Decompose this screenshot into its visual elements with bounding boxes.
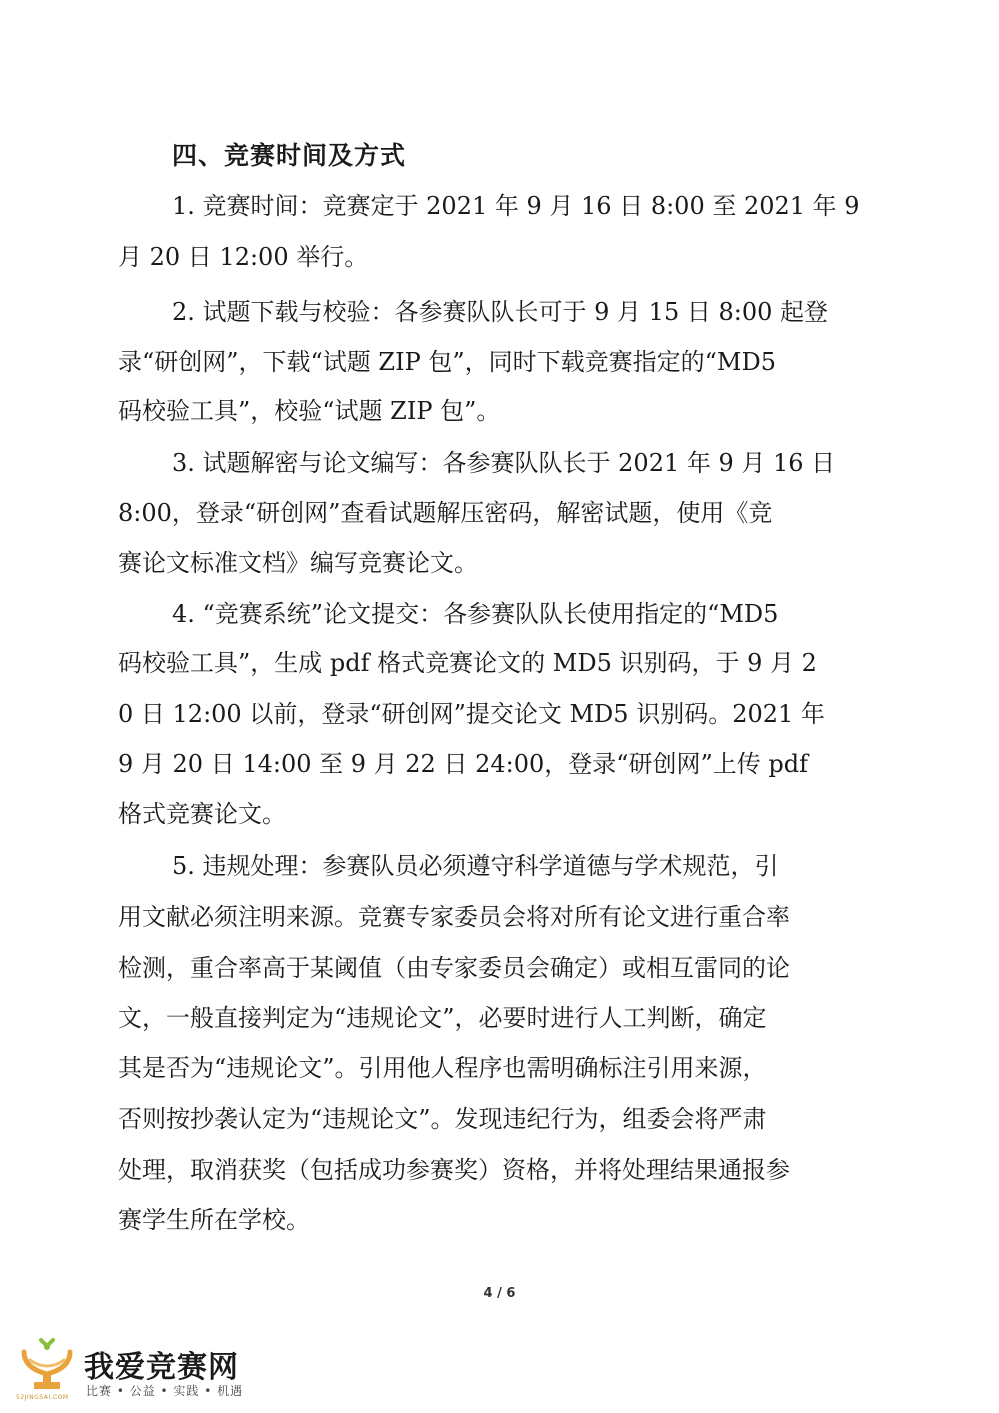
watermark-slogan: 比赛 • 公益 • 实践 • 机遇 (86, 1384, 244, 1398)
paragraph-line: 文，一般直接判定为“违规论文”，必要时进行人工判断，确定 (118, 1004, 767, 1032)
watermark-logo (16, 1338, 276, 1404)
paragraph-line: 1. 竞赛时间：竞赛定于 2021 年 9 月 16 日 8:00 至 2021 年 9 (172, 192, 860, 220)
paragraph-line: 2. 试题下载与校验：各参赛队队长可于 9 月 15 日 8:00 起登 (172, 298, 829, 326)
paragraph-line: 5. 违规处理：参赛队员必须遵守科学道德与学术规范，引 (172, 852, 779, 880)
paragraph-line: 处理，取消获奖（包括成功参赛奖）资格，并将处理结果通报参 (118, 1156, 790, 1184)
trophy-icon (16, 1338, 78, 1402)
paragraph-line: 码校验工具”，校验“试题 ZIP 包”。 (118, 397, 501, 425)
paragraph-line: 检测，重合率高于某阈值（由专家委员会确定）或相互雷同的论 (118, 954, 790, 982)
watermark-name: 我爱竞赛网 (84, 1350, 239, 1385)
paragraph-line: 赛论文标准文档》编写竞赛论文。 (118, 549, 478, 577)
paragraph-line: 否则按抄袭认定为“违规论文”。发现违纪行为，组委会将严肃 (118, 1105, 767, 1133)
paragraph-line: 3. 试题解密与论文编写：各参赛队队长于 2021 年 9 月 16 日 (172, 449, 836, 477)
page-number: 4 / 6 (483, 1286, 516, 1301)
paragraph-line: 8:00，登录“研创网”查看试题解压密码，解密试题，使用《竞 (118, 499, 773, 527)
paragraph-line: 其是否为“违规论文”。引用他人程序也需明确标注引用来源， (118, 1054, 767, 1082)
paragraph-line: 录“研创网”，下载“试题 ZIP 包”，同时下载竞赛指定的“MD5 (118, 348, 776, 376)
paragraph-line: 4. “竞赛系统”论文提交：各参赛队队长使用指定的“MD5 (172, 600, 779, 628)
section-heading: 四、竞赛时间及方式 (172, 141, 407, 170)
paragraph-line: 码校验工具”，生成 pdf 格式竞赛论文的 MD5 识别码，于 9 月 2 (118, 649, 817, 677)
paragraph-line: 0 日 12:00 以前，登录“研创网”提交论文 MD5 识别码。2021 年 (118, 700, 825, 728)
watermark-domain: 52JINGSAI.COM (16, 1394, 69, 1401)
paragraph-line: 赛学生所在学校。 (118, 1206, 310, 1234)
paragraph-line: 用文献必须注明来源。竞赛专家委员会将对所有论文进行重合率 (118, 903, 790, 931)
paragraph-line: 格式竞赛论文。 (118, 800, 286, 828)
paragraph-line: 月 20 日 12:00 举行。 (118, 243, 369, 271)
paragraph-line: 9 月 20 日 14:00 至 9 月 22 日 24:00，登录“研创网”上传 pdf (118, 750, 809, 778)
